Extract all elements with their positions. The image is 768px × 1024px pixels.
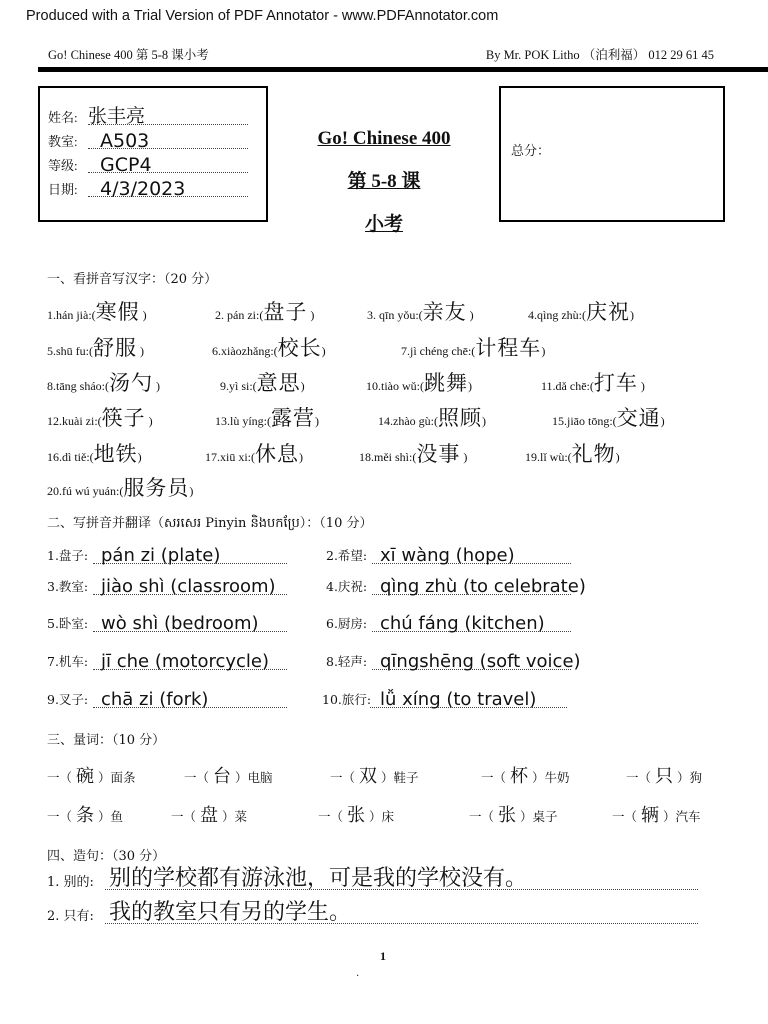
handwritten-answer: 休息 [255, 442, 299, 466]
pinyin-question [212, 332, 326, 362]
closing-paren: ) [189, 484, 194, 498]
handwritten-answer: jī che (motorcycle) [101, 651, 270, 672]
date-row [48, 174, 248, 200]
pinyin-prompt: 12.kuài zi:( [47, 414, 102, 428]
measure-word-question [626, 762, 702, 788]
closing-paren: ) [139, 308, 147, 322]
level-label: 等级: [48, 158, 78, 173]
quiz-title [284, 128, 484, 252]
handwritten-answer: 条 [76, 805, 95, 826]
translation-question [47, 650, 287, 672]
pinyin-question [47, 472, 193, 502]
pinyin-prompt: 16.dì tiě:( [47, 450, 94, 464]
measure-prefix: 一（ [612, 809, 638, 824]
measure-noun: ）狗 [677, 770, 703, 785]
page-number: 1 [380, 949, 386, 963]
student-info-box [38, 86, 268, 222]
pinyin-question [541, 367, 645, 397]
sentence-question [47, 864, 698, 892]
pinyin-prompt: 18.měi shì:( [359, 450, 417, 464]
closing-paren: ) [481, 414, 486, 428]
translation-prompt: 5.卧室: [47, 616, 89, 631]
pinyin-question [525, 438, 620, 468]
pinyin-question [528, 296, 634, 326]
score-box [499, 86, 725, 222]
measure-prefix: 一（ [626, 770, 652, 785]
measure-prefix: 一（ [318, 809, 344, 824]
translation-question [326, 612, 571, 634]
handwritten-answer: jiào shì (classroom) [101, 576, 276, 597]
handwritten-answer: 辆 [641, 805, 660, 826]
measure-noun: ）鱼 [98, 809, 124, 824]
pinyin-question [401, 332, 545, 362]
measure-word-question [318, 801, 394, 827]
closing-paren: ) [137, 344, 144, 358]
handwritten-answer: lǚ xíng (to travel) [380, 689, 537, 710]
closing-paren: ) [615, 450, 620, 464]
header-rule [38, 67, 768, 72]
closing-paren: ) [137, 450, 142, 464]
measure-word-question [612, 801, 701, 827]
translation-question [47, 544, 287, 566]
pinyin-question [215, 402, 319, 432]
level-value: GCP4 [100, 154, 152, 176]
measure-prefix: 一（ [330, 770, 356, 785]
handwritten-answer: 计程车 [475, 336, 542, 360]
translation-question [326, 650, 581, 672]
handwritten-answer: 服务员 [123, 476, 190, 500]
translation-prompt: 3.教室: [47, 579, 89, 594]
header-left: Go! Chinese 400 第 5-8 课小考 [48, 48, 209, 62]
closing-paren: ) [466, 308, 474, 322]
name-row [48, 102, 248, 128]
translation-prompt: 7.机车: [47, 654, 89, 669]
page-header [48, 42, 720, 64]
handwritten-answer: pán zi (plate) [101, 545, 221, 566]
measure-noun: ）牛奶 [532, 770, 570, 785]
handwritten-answer: 露营 [271, 406, 315, 430]
handwritten-answer: 交通 [616, 406, 661, 430]
pinyin-prompt: 6.xiàozhǎng:( [212, 344, 278, 358]
pinyin-prompt: 4.qìng zhù:( [528, 308, 586, 322]
pinyin-prompt: 17.xiū xi:( [205, 450, 255, 464]
pinyin-prompt: 11.dǎ chē:( [541, 379, 594, 393]
handwritten-answer: 碗 [76, 766, 95, 787]
handwritten-answer: 校长 [277, 336, 322, 360]
pinyin-question [220, 367, 305, 397]
pinyin-question [47, 332, 144, 362]
handwritten-answer: 盘子 [263, 300, 308, 324]
pinyin-prompt: 7.jì chéng chē:( [401, 344, 476, 358]
closing-paren: ) [315, 414, 319, 428]
closing-paren: ) [660, 414, 665, 428]
measure-noun: ）床 [369, 809, 395, 824]
handwritten-answer: 照顾 [437, 406, 482, 430]
closing-paren: ) [460, 450, 468, 464]
pinyin-question [47, 438, 142, 468]
handwritten-answer: qìng zhù (to celebrate) [380, 576, 586, 597]
pinyin-question [47, 402, 153, 432]
measure-word-question [171, 801, 247, 827]
handwritten-answer: chā zi (fork) [101, 689, 209, 710]
handwritten-answer: 只 [655, 766, 674, 787]
closing-paren: ) [468, 379, 472, 393]
pinyin-question [359, 438, 467, 468]
date-value: 4/3/2023 [100, 178, 186, 200]
measure-word-question [47, 762, 136, 788]
measure-noun: ）菜 [222, 809, 248, 824]
pinyin-question [47, 367, 160, 397]
header-right: By Mr. POK Litho （泊利福） 012 29 61 45 [485, 48, 714, 62]
sentence-question [47, 898, 698, 926]
pinyin-question [47, 296, 147, 326]
measure-noun: ）桌子 [520, 809, 558, 824]
translation-question [47, 575, 287, 597]
pinyin-prompt: 20.fú wú yuán:( [47, 484, 124, 498]
closing-paren: ) [637, 379, 645, 393]
handwritten-answer: 盘 [200, 805, 219, 826]
closing-paren: ) [541, 344, 546, 358]
measure-noun: ）鞋子 [381, 770, 419, 785]
pinyin-question [205, 438, 303, 468]
name-value: 张丰亮 [88, 105, 146, 127]
handwritten-answer: wò shì (bedroom) [101, 613, 259, 634]
pinyin-prompt: 14.zhào gù:( [378, 414, 438, 428]
footer-mark: . [356, 968, 360, 979]
handwritten-sentence: 我的教室只有另的学生。 [109, 900, 352, 925]
measure-prefix: 一（ [469, 809, 495, 824]
translation-question [47, 612, 287, 634]
pinyin-prompt: 1.hán jià:( [47, 308, 96, 322]
measure-prefix: 一（ [47, 770, 73, 785]
pinyin-prompt: 9.yì si:( [220, 379, 257, 393]
name-label: 姓名: [48, 110, 78, 125]
measure-word-question [481, 762, 570, 788]
handwritten-answer: 双 [359, 766, 378, 787]
pinyin-prompt: 8.tāng sháo:( [47, 379, 109, 393]
closing-paren: ) [145, 414, 153, 428]
translation-question [326, 575, 586, 597]
level-row [48, 150, 248, 176]
closing-paren: ) [153, 379, 160, 393]
section2-title: 二、写拼音并翻译（សរសេរ Pinyin និងបកប្រែ）：（10 分） [47, 516, 373, 531]
measure-prefix: 一（ [47, 809, 73, 824]
pinyin-question [215, 296, 314, 326]
translation-prompt: 10.旅行: [322, 692, 372, 707]
handwritten-answer: 没事 [416, 442, 461, 466]
measure-noun: ）面条 [98, 770, 136, 785]
class-row [48, 126, 248, 152]
handwritten-answer: 张 [347, 805, 366, 826]
quiz-title-line1: Go! Chinese 400 [317, 128, 451, 149]
handwritten-answer: 舒服 [93, 336, 137, 360]
class-label: 教室: [48, 134, 78, 149]
sentence-prompt: 1. 别的: [47, 875, 94, 890]
handwritten-answer: 台 [213, 766, 232, 787]
measure-word-question [330, 762, 419, 788]
handwritten-answer: 筷子 [101, 406, 146, 430]
handwritten-answer: 礼物 [571, 442, 616, 466]
handwritten-answer: xī wàng (hope) [380, 545, 515, 566]
translation-prompt: 4.庆祝: [326, 579, 368, 594]
quiz-title-line3: 小考 [364, 214, 403, 235]
measure-prefix: 一（ [171, 809, 197, 824]
class-value: A503 [100, 130, 150, 152]
measure-noun: ）汽车 [663, 809, 701, 824]
measure-word-question [469, 801, 558, 827]
closing-paren: ) [630, 308, 634, 322]
pinyin-question [378, 402, 486, 432]
translation-prompt: 8.轻声: [326, 654, 368, 669]
pinyin-question [552, 402, 665, 432]
handwritten-answer: chú fáng (kitchen) [380, 613, 545, 634]
handwritten-answer: 张 [498, 805, 517, 826]
measure-word-question [47, 801, 123, 827]
closing-paren: ) [321, 344, 326, 358]
translation-question [326, 544, 571, 566]
handwritten-answer: 意思 [256, 371, 301, 395]
handwritten-answer: qīngshēng (soft voice) [380, 651, 581, 672]
closing-paren: ) [299, 450, 303, 464]
handwritten-answer: 杯 [510, 766, 529, 787]
pinyin-prompt: 10.tiào wǔ:( [366, 379, 424, 393]
measure-noun: ）电脑 [235, 770, 273, 785]
quiz-title-line2: 第 5-8 课 [347, 171, 421, 192]
translation-prompt: 1.盘子: [47, 548, 89, 563]
handwritten-answer: 地铁 [93, 442, 138, 466]
closing-paren: ) [300, 379, 305, 393]
measure-prefix: 一（ [481, 770, 507, 785]
handwritten-answer: 亲友 [422, 300, 467, 324]
section4-title: 四、造句：（30 分） [47, 849, 166, 864]
translation-prompt: 2.希望: [326, 548, 368, 563]
handwritten-answer: 打车 [593, 371, 638, 395]
translation-prompt: 6.厨房: [326, 616, 368, 631]
handwritten-answer: 汤勺 [109, 371, 153, 395]
handwritten-answer: 寒假 [95, 300, 140, 324]
sentence-prompt: 2. 只有: [47, 909, 94, 924]
pinyin-prompt: 2. pán zi:( [215, 308, 264, 322]
handwritten-answer: 庆祝 [586, 300, 630, 324]
measure-prefix: 一（ [184, 770, 210, 785]
pinyin-question [367, 296, 474, 326]
handwritten-sentence: 别的学校都有游泳池，可是我的学校没有。 [109, 866, 528, 891]
measure-word-question [184, 762, 273, 788]
handwritten-answer: 跳舞 [424, 371, 468, 395]
date-label: 日期: [48, 182, 78, 197]
translation-prompt: 9.叉子: [47, 692, 89, 707]
pinyin-prompt: 3. qīn yǒu:( [367, 308, 423, 322]
trial-watermark: Produced with a Trial Version of PDF Annotator - www.PDFAnnotator.com [26, 8, 499, 24]
translation-question [47, 688, 287, 710]
translation-question [322, 688, 567, 710]
pinyin-prompt: 15.jiāo tōng:( [552, 414, 617, 428]
section3-title: 三、量词：（10 分） [47, 733, 166, 748]
section1-title: 一、看拼音写汉字：（20 分） [47, 272, 218, 287]
pinyin-prompt: 13.lù yíng:( [215, 414, 271, 428]
pinyin-prompt: 5.shū fu:( [47, 344, 93, 358]
score-label: 总分： [511, 144, 551, 159]
pinyin-prompt: 19.lǐ wù:( [525, 450, 572, 464]
pinyin-question [366, 367, 472, 397]
closing-paren: ) [307, 308, 315, 322]
